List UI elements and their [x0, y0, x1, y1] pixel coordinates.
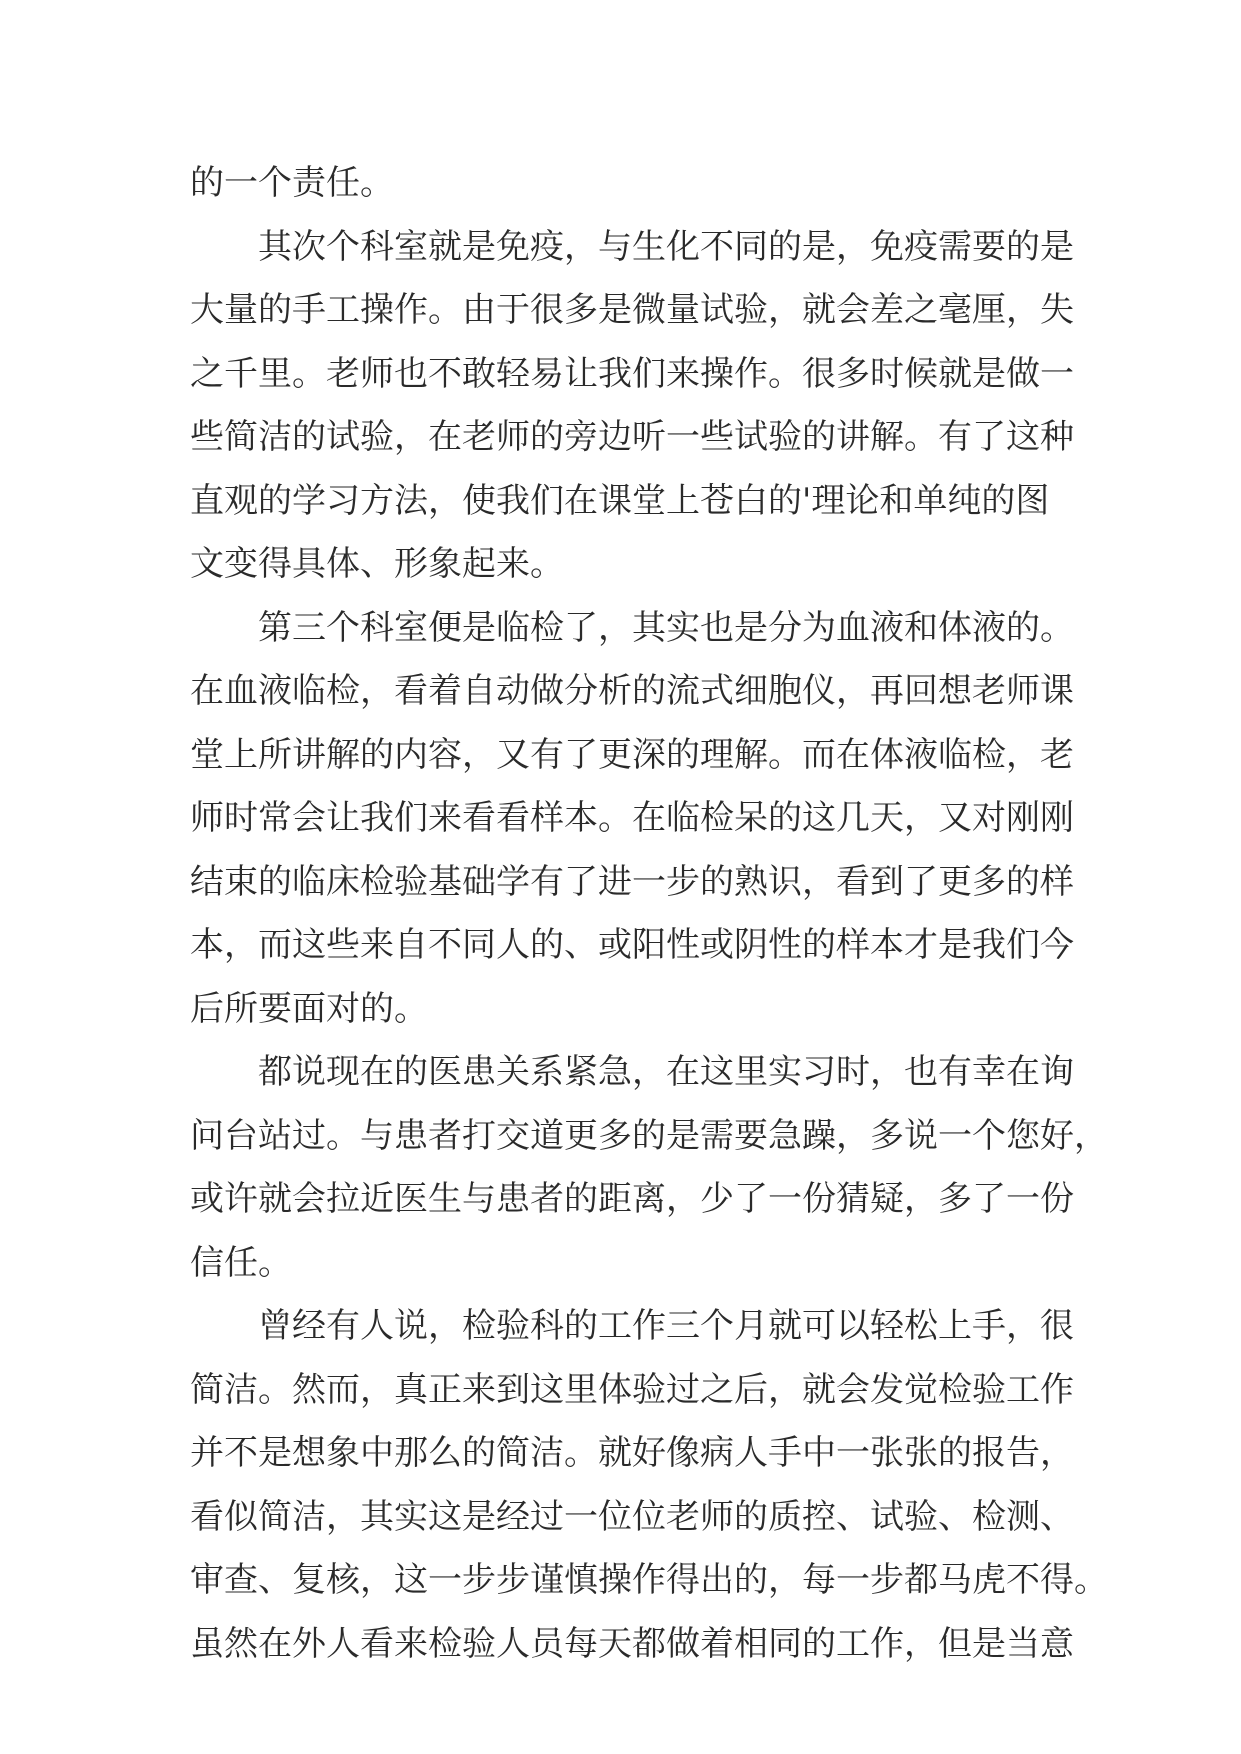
text-line: 都说现在的医患关系紧急，在这里实习时，也有幸在询: [258, 1052, 1074, 1092]
text-line: 并不是想象中那么的简洁。就好像病人手中一张张的报告，: [190, 1433, 1074, 1473]
text-line: 审查、复核，这一步步谨慎操作得出的，每一步都马虎不得。: [190, 1560, 1108, 1600]
text-line: 直观的学习方法，使我们在课堂上苍白的'理论和单纯的图: [190, 480, 1050, 521]
text-line: 看似简洁，其实这是经过一位位老师的质控、试验、检测、: [190, 1496, 1074, 1537]
text-line: 其次个科室就是免疫，与生化不同的是，免疫需要的是: [258, 226, 1074, 267]
text-line: 问台站过。与患者打交道更多的是需要急躁，多说一个您好，: [190, 1115, 1108, 1156]
text-line: 堂上所讲解的内容，又有了更深的理解。而在体液临检，老: [190, 734, 1074, 775]
text-line: 在血液临检，看着自动做分析的流式细胞仪，再回想老师课: [190, 671, 1074, 711]
text-line: 大量的手工操作。由于很多是微量试验，就会差之毫厘，失: [190, 290, 1074, 330]
text-line: 些简洁的试验，在老师的旁边听一些试验的讲解。有了这种: [190, 417, 1074, 457]
text-line: 的一个责任。: [190, 163, 394, 203]
text-line: 之千里。老师也不敢轻易让我们来操作。很多时候就是做一: [190, 353, 1074, 394]
body-text: [190, 152, 1108, 1676]
text-line: 简洁。然而，真正来到这里体验过之后，就会发觉检验工作: [190, 1369, 1074, 1410]
text-line: 第三个科室便是临检了，其实也是分为血液和体液的。: [258, 607, 1074, 648]
text-line: 虽然在外人看来检验人员每天都做着相同的工作，但是当意: [190, 1623, 1074, 1664]
text-line: 或许就会拉近医生与患者的距离，少了一份猜疑，多了一份: [190, 1179, 1074, 1219]
text-line: 后所要面对的。: [190, 988, 428, 1029]
text-line: 结束的临床检验基础学有了进一步的熟识，看到了更多的样: [190, 861, 1074, 902]
text-line: 信任。: [190, 1242, 292, 1283]
text-line: 本，而这些来自不同人的、或阳性或阴性的样本才是我们今: [190, 925, 1074, 965]
text-line: 文变得具体、形象起来。: [190, 544, 564, 584]
text-line: 曾经有人说，检验科的工作三个月就可以轻松上手，很: [258, 1306, 1074, 1346]
text-line: 师时常会让我们来看看样本。在临检呆的这几天，又对刚刚: [190, 798, 1074, 838]
